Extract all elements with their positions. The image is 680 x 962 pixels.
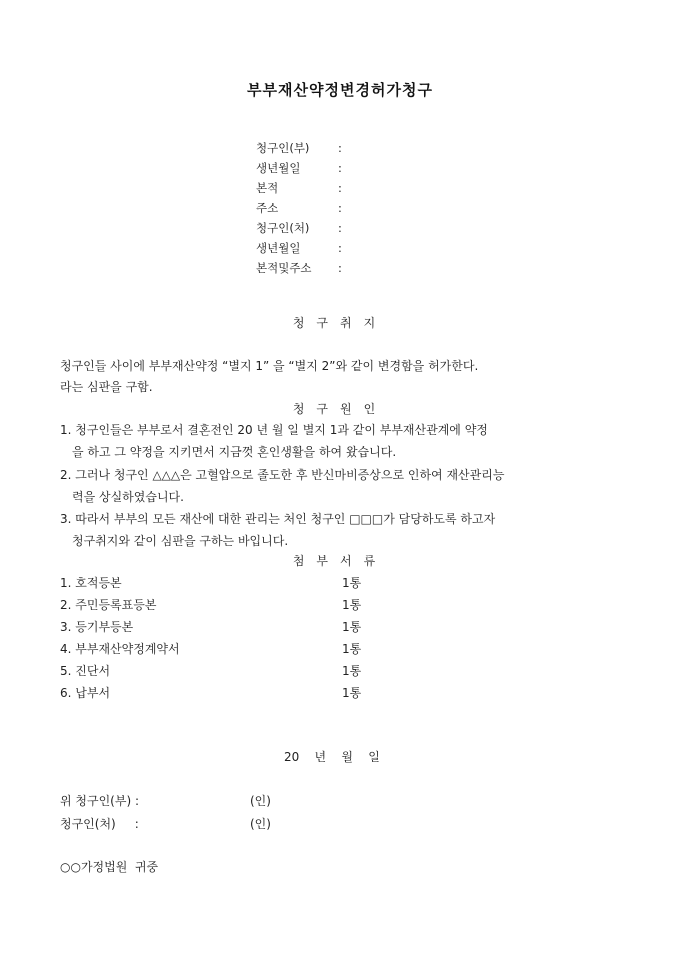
cause-heading: 청구원인 xyxy=(292,402,388,416)
signature-row-wife xyxy=(60,815,271,832)
cause-line: 청구취지와 같이 심판을 구하는 바입니다. xyxy=(72,534,289,548)
cause-line: 력을 상실하였습니다. xyxy=(72,490,184,504)
attachment-row xyxy=(60,594,460,616)
party-colon: : xyxy=(338,161,342,175)
party-label: 본적및주소 xyxy=(256,261,312,275)
cause-line: 3. 따라서 부부의 모든 재산에 대한 관리는 처인 청구인 □□□가 담당하도록 하고자 xyxy=(60,512,496,526)
cause-line: 을 하고 그 약정을 지키면서 지금껏 혼인생활을 하여 왔습니다. xyxy=(72,445,397,459)
party-colon: : xyxy=(338,241,342,255)
attachment-name: 6. 납부서 xyxy=(60,686,111,700)
attachment-row xyxy=(60,572,460,594)
party-info-block xyxy=(256,138,456,278)
party-row-husband-birthdate xyxy=(256,158,456,178)
attachment-name: 1. 호적등본 xyxy=(60,576,122,590)
seal-mark: (인) xyxy=(250,794,271,808)
claim-text-1: 청구인들 사이에 부부재산약정 “별지 1” 을 “별지 2”와 같이 변경함을 허가한다. xyxy=(60,359,479,373)
attachment-qty: 1통 xyxy=(342,598,362,612)
party-colon: : xyxy=(338,261,342,275)
attachment-qty: 1통 xyxy=(342,620,362,634)
party-label: 주소 xyxy=(256,201,279,215)
party-colon: : xyxy=(338,141,342,155)
party-row-husband-address xyxy=(256,198,456,218)
cause-line: 2. 그러나 청구인 △△△은 고혈압으로 졸도한 후 반신마비증상으로 인하여 재산관리능 xyxy=(60,468,505,482)
attachment-name: 2. 주민등록표등본 xyxy=(60,598,157,612)
cause-item-3 xyxy=(60,508,630,552)
signature-label: 청구인(처) : xyxy=(60,817,139,831)
attachment-row xyxy=(60,616,460,638)
party-label: 청구인(부) xyxy=(256,141,310,155)
party-label: 본적 xyxy=(256,181,279,195)
party-row-wife-birthdate xyxy=(256,238,456,258)
attachments-heading: 첨부서류 xyxy=(292,554,388,568)
party-row-claimant-husband xyxy=(256,138,456,158)
signature-row-husband xyxy=(60,792,271,809)
attachments-list xyxy=(60,572,460,704)
attachment-name: 4. 부부재산약정계약서 xyxy=(60,642,180,656)
party-row-claimant-wife xyxy=(256,218,456,238)
attachment-qty: 1통 xyxy=(342,642,362,656)
party-colon: : xyxy=(338,221,342,235)
party-label: 생년월일 xyxy=(256,161,301,175)
attachment-name: 5. 진단서 xyxy=(60,664,111,678)
attachment-row xyxy=(60,682,460,704)
party-row-wife-registry-address xyxy=(256,258,456,278)
attachment-row xyxy=(60,660,460,682)
seal-mark: (인) xyxy=(250,817,271,831)
claim-heading: 청구취지 xyxy=(292,316,388,330)
party-label: 생년월일 xyxy=(256,241,301,255)
court-addressee: ○○가정법원 귀중 xyxy=(60,860,159,874)
attachment-row xyxy=(60,638,460,660)
party-label: 청구인(처) xyxy=(256,221,310,235)
document-title: 부부재산약정변경허가청구 xyxy=(247,81,433,99)
party-colon: : xyxy=(338,181,342,195)
attachment-qty: 1통 xyxy=(342,686,362,700)
signature-label: 위 청구인(부) : xyxy=(60,794,139,808)
party-colon: : xyxy=(338,201,342,215)
cause-line: 1. 청구인들은 부부로서 결혼전인 20 년 월 일 별지 1과 같이 부부재산관계에 약정 xyxy=(60,423,488,437)
attachment-name: 3. 등기부등본 xyxy=(60,620,134,634)
attachment-qty: 1통 xyxy=(342,664,362,678)
cause-item-2 xyxy=(60,464,630,508)
claim-text-2: 라는 심판을 구함. xyxy=(60,380,153,394)
cause-item-1 xyxy=(60,419,630,463)
filing-date: 20 년 월 일 xyxy=(284,750,380,764)
attachment-qty: 1통 xyxy=(342,576,362,590)
party-row-husband-registry xyxy=(256,178,456,198)
